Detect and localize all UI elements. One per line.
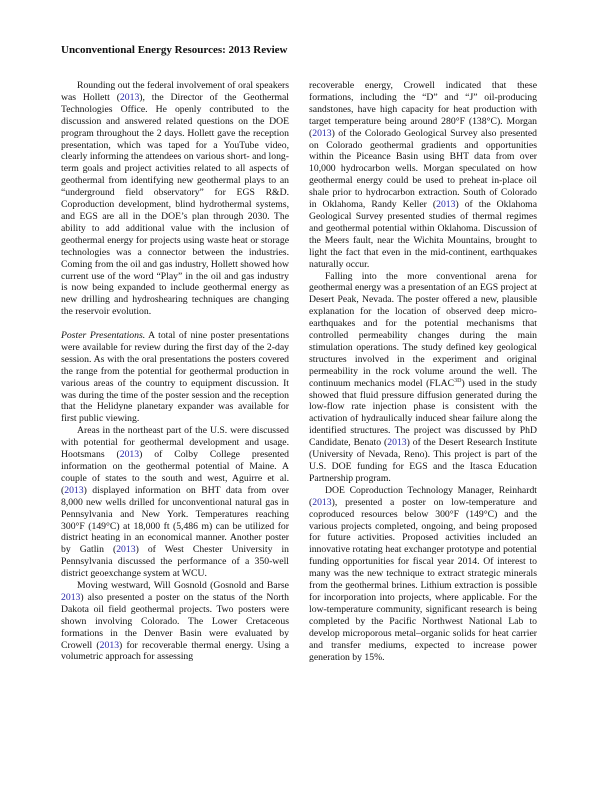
citation-link[interactable]: 2013 (116, 544, 136, 556)
paragraph-westward (61, 580, 289, 663)
text-run: ) of Colby College presented information on the geothermal potential of Maine. A couple of states to the south and west, Aguirre et al. ( (61, 449, 289, 496)
superscript: 3D (454, 377, 462, 384)
text-run: ) of the Desert Research Institute (University of Nevada, Reno). This project is part of the U.S. DOE funding for EGS and the Itasca Education Partnership program. (309, 437, 537, 484)
text-run: ) used in the study showed that fluid pressure diffusion generated during the low-flow rate injection phase is consistent with the activation of hydraulically induced shear failure along the identified structures. The project was discussed by PhD Candidate, Benato ( (309, 377, 537, 449)
text-run: Falling into the more conventional arena for geothermal energy was a presentation of an EGS project at Desert Peak, Nevada. The poster offered a new, plausible explanation for the location of observed deep micro-earthquakes and for the potential mechanisms that controlled permeability changes during the main stimulation operations. The study defined key geological structures involved in the experiment and original permeability in the rock volume around the well. The continuum mechanics model (FLAC (309, 270, 537, 389)
citation-link[interactable]: 2013 (119, 449, 140, 461)
paragraph-desert-peak (309, 271, 537, 485)
text-run: DOE Coproduction Technology Manager, Reinhardt ( (309, 484, 537, 508)
paragraph-hollett (61, 80, 289, 318)
citation-link[interactable]: 2013 (436, 199, 456, 211)
paragraph-northeast (61, 425, 289, 580)
citation-link[interactable]: 2013 (387, 437, 407, 449)
citation-link[interactable]: 2013 (61, 591, 81, 603)
paragraph-poster-presentations (61, 330, 289, 425)
citation-link[interactable]: 2013 (312, 496, 332, 508)
text-run: ), presented a poster on low-temperature and coproduced resources below 300°F (149°C) and the various projects completed, ongoing, and being proposed for future activities. Proposed activities included an innovative rotating heat exchanger prototype and potential funding opportunities for fiscal year 2014. Of interest to many was the new technique to extract strategic minerals from the geothermal brines. Lithium extraction is possible for incorporation into projects, where applicable. For the low-temperature community, significant research is being completed by the Pacific Northwest National Lab to develop microporous metal–organic solids for heat carrier and transfer mediums, expected to increase power generation by 15%. (309, 496, 537, 663)
text-run: Areas in the northeast part of the U.S. were discussed with potential for geothermal development and usage. Hootsmans ( (61, 425, 289, 461)
citation-link[interactable]: 2013 (64, 484, 84, 496)
text-run: ) also presented a poster on the status of the North Dakota oil field geothermal projects. Two posters were shown involving Colorado. The Lower Cretaceous formations in the Denver Basin were evaluated by Crowell ( (61, 591, 289, 651)
paragraph-doe-coproduction (309, 485, 537, 664)
text-run: ) for recoverable thermal energy. Using a volumetric approach for assessing (61, 639, 290, 663)
text-run: ) of West Chester University in Pennsylvania discussed the performance of a 350-well district geoexchange system at WCU. (61, 544, 289, 580)
text-run: Moving westward, Will Gosnold (Gosnold and Barse (77, 580, 289, 592)
citation-link[interactable]: 2013 (119, 91, 140, 103)
text-run: Rounding out the federal involvement of oral speakers was Hollett ( (61, 80, 289, 103)
text-run: A total of nine poster presentations were available for review during the first day of the 2-day session. As with the oral presentations the posters covered the range from the potential for geothermal production in various areas of the country to equipment discussion. It was during the time of the poster session and the reception that the Helidyne planetary expander was available for first public viewing. (61, 330, 289, 425)
text-run: ) displayed information on BHT data from over 8,000 new wells drilled for unconventional natural gas in Pennsylvania and New York. Temperatures reaching 300°F (149°C) at 18,000 ft (5,486 m) can be utilized for district heating in an economical manner. Another poster by Gatlin ( (61, 484, 289, 556)
citation-link[interactable]: 2013 (312, 127, 332, 139)
paragraph-recoverable-energy (309, 80, 537, 271)
section-heading: Poster Presentations. (61, 330, 146, 342)
right-column (309, 80, 537, 663)
text-run: ) of the Oklahoma Geological Survey presented studies of thermal regimes and geothermal potential within Oklahoma. Discussion of the Meers fault, near the Wichita Mountains, brought to light the fact that even in the mid-continent, earthquakes naturally occur. (309, 199, 537, 270)
left-column (61, 80, 289, 663)
text-run: ) of the Colorado Geological Survey also presented on Colorado geothermal gradients and opportunities within the Piceance Basin using BHT data from over 10,000 hydrocarbon wells. Morgan speculated on how geothermal energy could be used to preheat in-place oil shale prior to hydrocarbon extraction. South of Colorado in Oklahoma, Randy Keller ( (309, 127, 537, 211)
running-title: Unconventional Energy Resources: 2013 Review (61, 44, 288, 56)
text-run: recoverable energy, Crowell indicated that these formations, including the “D” and “J” oil-producing sandstones, have high capacity for heat production with target temperature being around 280°F (138°C). Morgan ( (309, 80, 537, 139)
text-run: ), the Director of the Geothermal Technologies Office. He openly contributed to the discussion and answered related questions on the DOE program throughout the 2 days. Hollett gave the reception presentation, which was taped for a YouTube video, clearly informing the attendees on various short- and long-term goals and project activities related to all aspects of geothermal from identifying new geothermal plays to an “underground field observatory” for EGS R&D. Coproduction development, blind hydrothermal systems, and EGS are all in the DOE’s plan through 2030. The ability to add additional value with the inclusion of geothermal energy for projects using waste heat or storage technologies was a connector between the industries. Coming from the oil and gas industry, Hollett showed how current use of the word “Play” in the oil and gas industry is now being expanded to include geothermal energy as new drilling and hydroshearing techniques are changing the reservoir evolution. (61, 91, 289, 318)
citation-link[interactable]: 2013 (99, 639, 120, 651)
